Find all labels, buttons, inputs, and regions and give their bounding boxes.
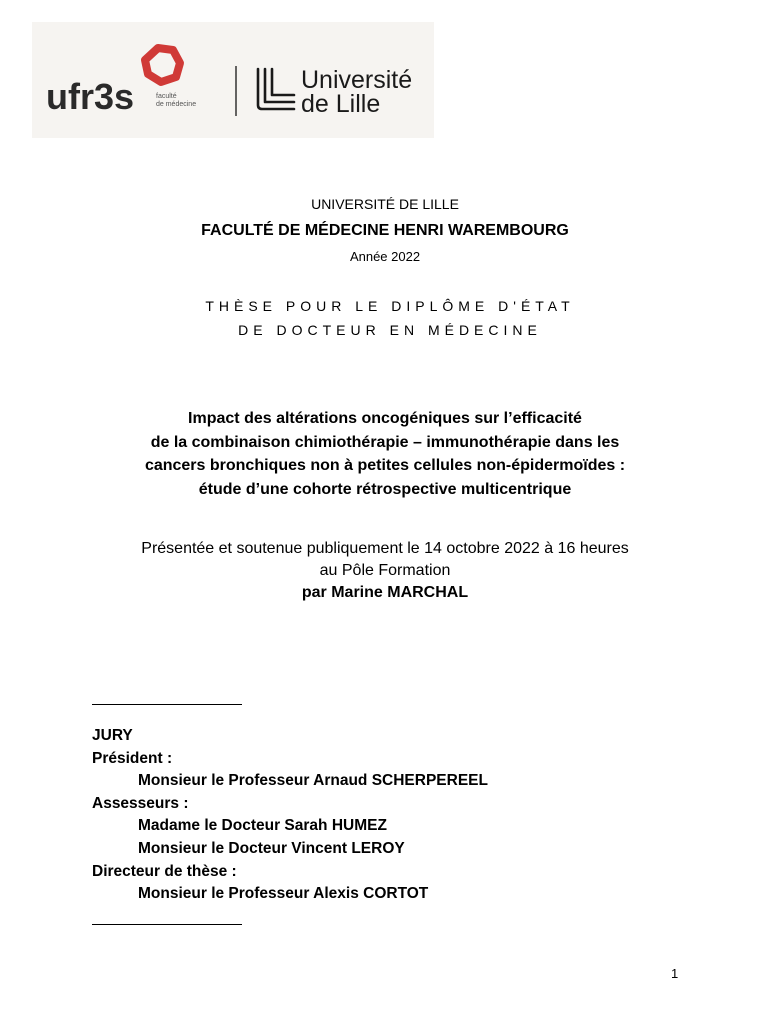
assesseurs-label: Assesseurs : [92, 794, 189, 812]
ufr3s-heptagon-icon [145, 48, 180, 82]
logo-band [32, 22, 434, 138]
presentation-block [0, 538, 770, 604]
ufr3s-subtext-1: faculté [156, 93, 177, 100]
ufr3s-subtext-2: de médecine [156, 101, 197, 108]
president-name: Monsieur le Professeur Arnaud SCHERPEREEL [138, 772, 488, 790]
these-line-2: DE DOCTEUR EN MÉDECINE [238, 322, 542, 338]
title-line: de la combinaison chimiothérapie – immunothérapie dans les [150, 433, 620, 451]
page-number: 1 [671, 966, 679, 981]
title-line: Impact des altérations oncogéniques sur l’efficacité [188, 410, 582, 427]
separator-rule-top [92, 704, 242, 705]
thesis-title [0, 407, 770, 501]
assesseur-name: Madame le Docteur Sarah HUMEZ [138, 817, 387, 835]
presentation-line-1: Présentée et soutenue publiquement le 14 octobre 2022 à 16 heures [141, 540, 629, 557]
annee-text: Année 2022 [349, 249, 421, 264]
universite-logo-text: Université [301, 66, 413, 94]
jury-heading: JURY [92, 727, 133, 744]
directeur-name: Monsieur le Professeur Alexis CORTOT [138, 885, 429, 903]
presentation-line-2: au Pôle Formation [319, 562, 451, 579]
ufr3s-logo-text: ufr3s [46, 76, 135, 117]
universite-lille-mark-icon [258, 69, 294, 109]
author-line: par Marine MARCHAL [301, 584, 469, 601]
assesseur-name: Monsieur le Docteur Vincent LEROY [138, 839, 405, 857]
president-label: Président : [92, 749, 173, 767]
universite-heading: UNIVERSITÉ DE LILLE [311, 196, 459, 212]
these-line-1: THÈSE POUR LE DIPLÔME D'ÉTAT [205, 298, 575, 314]
separator-rule-bottom [92, 924, 242, 925]
logos-svg [32, 22, 434, 138]
directeur-label: Directeur de thèse : [92, 862, 237, 880]
jury-block [92, 725, 488, 906]
title-line: cancers bronchiques non à petites cellules non-épidermoïdes : [144, 457, 626, 474]
title-line: étude d’une cohorte rétrospective multicentrique [198, 480, 572, 498]
de-lille-logo-text: de Lille [301, 90, 381, 118]
faculte-heading: FACULTÉ DE MÉDECINE HENRI WAREMBOURG [201, 222, 569, 239]
